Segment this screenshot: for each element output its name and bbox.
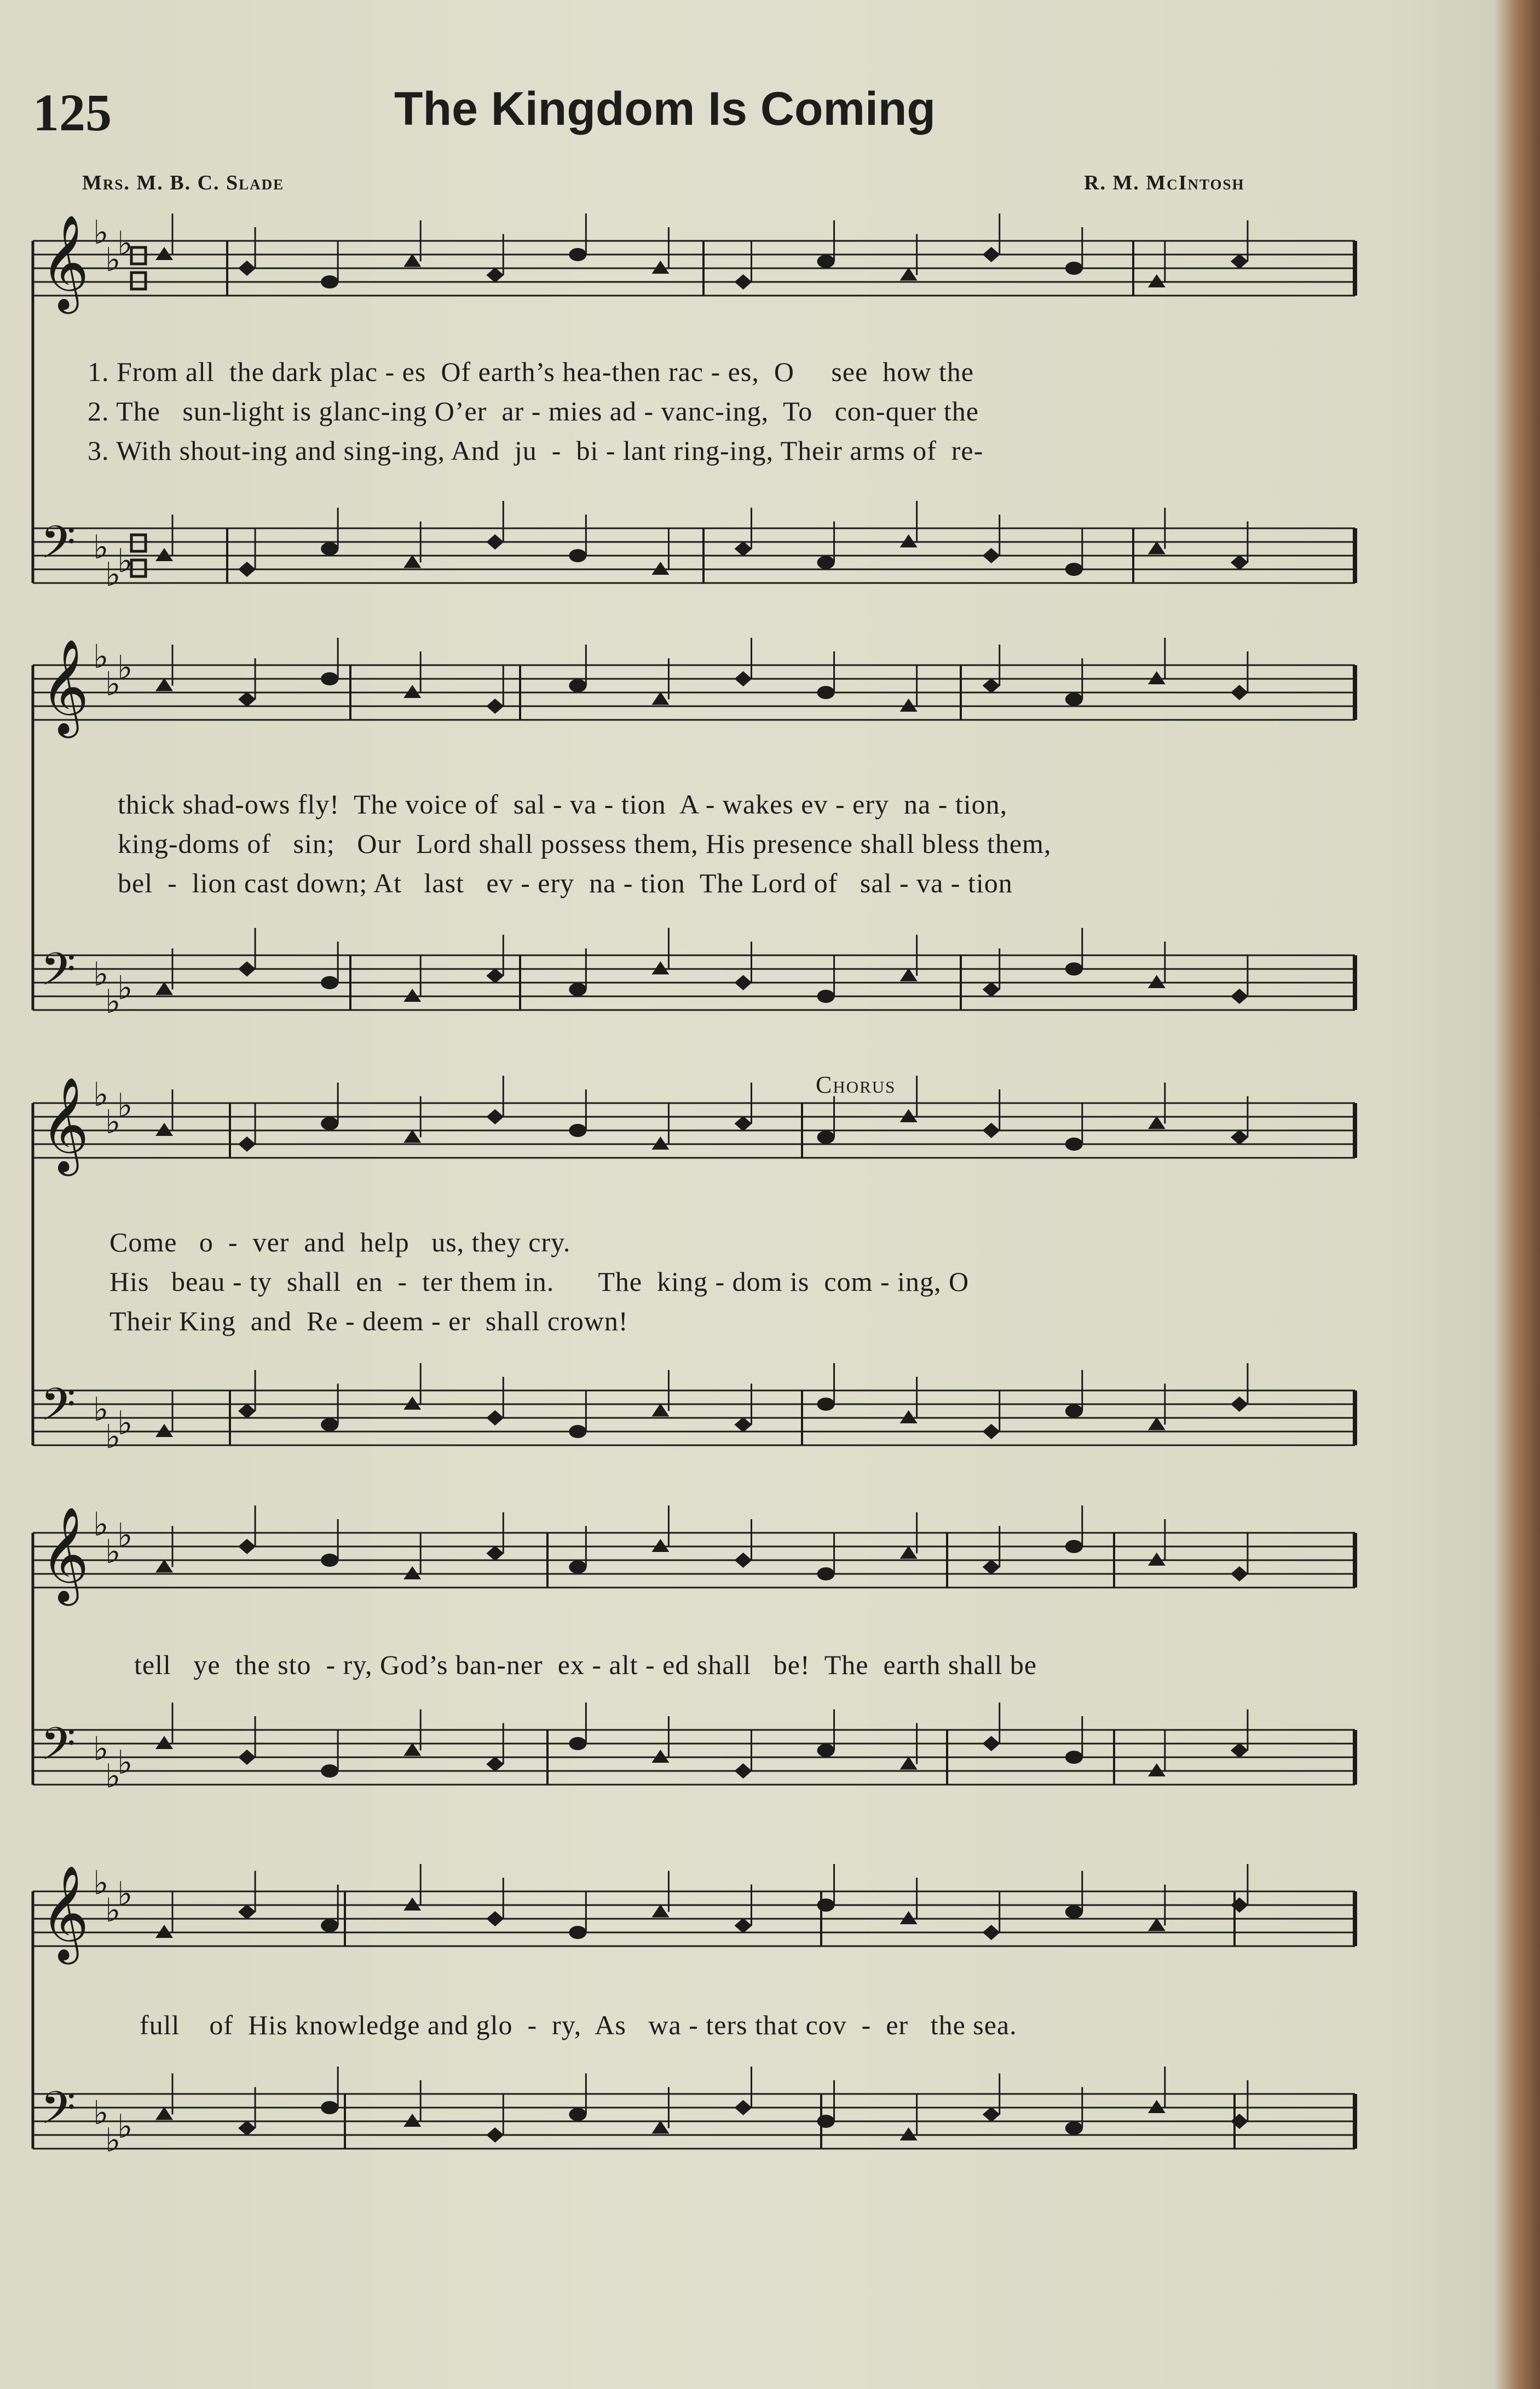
- flat-sign: ♭: [93, 213, 109, 252]
- flat-sign: ♭: [117, 2108, 133, 2146]
- flat-sign: ♭: [93, 955, 109, 994]
- note-head: [321, 1418, 338, 1432]
- flat-sign: ♭: [105, 1103, 121, 1141]
- lyric-s2-verse2: king-doms of sin; Our Lord shall possess them, His presence shall bless them,: [118, 828, 1052, 859]
- flat-sign: ♭: [117, 1404, 133, 1442]
- note-head: [900, 1911, 918, 1924]
- note-head: [1065, 1138, 1083, 1151]
- composer-credit: R. M. McIntosh: [1084, 171, 1245, 194]
- note-head: [403, 254, 421, 267]
- note-head: [238, 2121, 256, 2136]
- note-head: [651, 261, 669, 274]
- note-head: [735, 1116, 752, 1132]
- note-head: [569, 1926, 586, 1939]
- note-head: [1231, 1743, 1248, 1758]
- note-head: [1065, 563, 1083, 576]
- note-head: [238, 1404, 256, 1419]
- note-head: [983, 1424, 1000, 1439]
- note-head: [817, 990, 835, 1003]
- flat-sign: ♭: [117, 542, 133, 580]
- note-head: [817, 556, 835, 569]
- note-head: [900, 1757, 918, 1770]
- bass-clef: 𝄢: [41, 516, 76, 580]
- note-head: [238, 692, 256, 707]
- note-head: [735, 541, 752, 557]
- note-head: [1065, 693, 1083, 706]
- note-head: [569, 248, 586, 261]
- note-head: [321, 2101, 338, 2114]
- note-head: [735, 274, 752, 290]
- treble-clef: 𝄞: [41, 1507, 89, 1602]
- note-head: [1231, 1566, 1248, 1582]
- note-head: [155, 2107, 173, 2120]
- note-head: [1148, 1417, 1166, 1430]
- note-head: [983, 678, 1000, 694]
- note-head: [1065, 1751, 1083, 1764]
- note-head: [735, 1918, 752, 1934]
- note-head: [983, 247, 1000, 262]
- note-head: [155, 1925, 173, 1938]
- bass-time-signature: [131, 560, 146, 576]
- note-head: [486, 1109, 504, 1124]
- note-head: [900, 968, 918, 982]
- note-head: [983, 982, 1000, 997]
- note-head: [817, 1744, 835, 1757]
- note-head: [1231, 555, 1248, 570]
- hymn-title: The Kingdom Is Coming: [394, 83, 936, 135]
- flat-sign: ♭: [105, 1533, 121, 1571]
- bass-clef: 𝄢: [41, 2081, 76, 2145]
- note-head: [983, 548, 1000, 563]
- flat-sign: ♭: [105, 241, 121, 279]
- note-head: [155, 1424, 173, 1437]
- note-head: [238, 1750, 256, 1765]
- note-head: [403, 1397, 421, 1410]
- note-head: [983, 2107, 1000, 2122]
- note-head: [651, 1750, 669, 1763]
- note-head: [155, 678, 173, 691]
- note-head: [900, 1109, 918, 1122]
- note-head: [1065, 262, 1083, 275]
- lyric-s3-verse2: His beau - ty shall en - ter them in. The king - dom is com - ing, O: [109, 1266, 970, 1297]
- note-head: [735, 975, 752, 990]
- note-head: [735, 671, 752, 686]
- flat-sign: ♭: [93, 1730, 109, 1768]
- flat-sign: ♭: [105, 2121, 121, 2160]
- note-head: [651, 1539, 669, 1552]
- note-head: [155, 1560, 173, 1573]
- note-head: [569, 1124, 586, 1137]
- note-head: [238, 961, 256, 977]
- note-head: [1065, 1405, 1083, 1418]
- treble-clef: 𝄞: [41, 1865, 89, 1960]
- lyric-s4: tell ye the sto - ry, God’s ban-ner ex - alt - ed shall be! The earth shall be: [134, 1649, 1037, 1680]
- note-head: [651, 961, 669, 974]
- flat-sign: ♭: [93, 2094, 109, 2132]
- note-head: [1148, 274, 1166, 287]
- note-head: [651, 1404, 669, 1417]
- note-head: [817, 2115, 835, 2128]
- flat-sign: ♭: [117, 1875, 133, 1913]
- flat-sign: ♭: [93, 1864, 109, 1902]
- note-head: [486, 699, 504, 714]
- note-head: [569, 549, 586, 562]
- note-head: [900, 699, 918, 712]
- hymn-number: 125: [33, 83, 112, 142]
- treble-clef: 𝄞: [41, 1077, 89, 1172]
- note-head: [1148, 1918, 1166, 1931]
- note-head: [569, 679, 586, 693]
- note-head: [321, 976, 338, 989]
- lyric-s1-verse2: 2. The sun-light is glanc-ing O’er ar - mies ad - vanc-ing, To con-quer the: [88, 396, 979, 426]
- note-head: [486, 268, 504, 283]
- note-head: [983, 1560, 1000, 1575]
- note-head: [651, 2121, 669, 2134]
- note-head: [817, 686, 835, 699]
- note-head: [403, 555, 421, 568]
- flat-sign: ♭: [117, 1087, 133, 1125]
- note-head: [403, 1566, 421, 1579]
- note-head: [1231, 1897, 1248, 1913]
- bass-clef: 𝄢: [41, 1717, 76, 1781]
- note-head: [983, 1123, 1000, 1138]
- note-head: [1065, 1540, 1083, 1553]
- note-head: [1231, 2114, 1248, 2129]
- note-head: [569, 983, 586, 996]
- lyric-s2-verse1: thick shad-ows fly! The voice of sal - va - tion A - wakes ev - ery na - tion,: [118, 789, 1008, 820]
- flat-sign: ♭: [105, 1418, 121, 1456]
- note-head: [569, 1425, 586, 1438]
- note-head: [238, 1136, 256, 1152]
- flat-sign: ♭: [105, 1891, 121, 1930]
- note-head: [1065, 962, 1083, 976]
- flat-sign: ♭: [117, 224, 133, 263]
- note-head: [403, 1130, 421, 1143]
- note-head: [403, 685, 421, 698]
- note-head: [238, 1905, 256, 1920]
- flat-sign: ♭: [117, 969, 133, 1007]
- note-head: [155, 1736, 173, 1749]
- note-head: [1231, 685, 1248, 700]
- note-head: [321, 1554, 338, 1567]
- note-head: [155, 982, 173, 995]
- note-head: [1148, 975, 1166, 988]
- flat-sign: ♭: [105, 665, 121, 703]
- note-head: [486, 968, 504, 984]
- note-head: [1065, 1906, 1083, 1919]
- note-head: [651, 692, 669, 705]
- note-head: [735, 1763, 752, 1779]
- flat-sign: ♭: [117, 1744, 133, 1782]
- note-head: [1148, 541, 1166, 555]
- note-head: [486, 1546, 504, 1561]
- note-head: [321, 543, 338, 556]
- note-head: [155, 1123, 173, 1136]
- note-head: [735, 1553, 752, 1568]
- note-head: [651, 1136, 669, 1150]
- treble-clef: 𝄞: [41, 215, 89, 310]
- note-head: [1148, 1763, 1166, 1776]
- note-head: [1231, 989, 1248, 1004]
- note-head: [486, 1757, 504, 1772]
- lyric-s3-verse3: Their King and Re - deem - er shall crown!: [109, 1306, 628, 1336]
- note-head: [1065, 2122, 1083, 2135]
- flat-sign: ♭: [93, 528, 109, 567]
- note-head: [403, 1897, 421, 1911]
- note-head: [1231, 254, 1248, 269]
- note-head: [735, 2100, 752, 2115]
- flat-sign: ♭: [93, 1076, 109, 1114]
- lyric-s3-verse1: Come o - ver and help us, they cry.: [109, 1227, 571, 1257]
- note-head: [1231, 1397, 1248, 1412]
- note-head: [238, 261, 256, 276]
- treble-clef: 𝄞: [41, 639, 89, 734]
- note-head: [1148, 671, 1166, 684]
- note-head: [486, 1911, 504, 1926]
- lyric-s2-verse3: bel - lion cast down; At last ev - ery na - tion The Lord of sal - va - tion: [118, 868, 1013, 898]
- flat-sign: ♭: [105, 556, 121, 594]
- note-head: [651, 1905, 669, 1918]
- note-head: [238, 1539, 256, 1554]
- note-head: [817, 255, 835, 268]
- note-head: [651, 562, 669, 575]
- note-head: [735, 1417, 752, 1433]
- flat-sign: ♭: [105, 1757, 121, 1796]
- note-head: [321, 1764, 338, 1778]
- note-head: [900, 534, 918, 547]
- flat-sign: ♭: [93, 1390, 109, 1429]
- note-head: [321, 672, 338, 685]
- note-head: [983, 1736, 1000, 1751]
- treble-time-signature: [131, 273, 146, 289]
- note-head: [1148, 2100, 1166, 2113]
- bass-clef: 𝄢: [41, 1378, 76, 1442]
- lyric-s5: full of His knowledge and glo - ry, As wa - ters that cov - er the sea.: [140, 2010, 1017, 2040]
- lyricist-credit: Mrs. M. B. C. Slade: [82, 171, 285, 194]
- note-head: [900, 2127, 918, 2140]
- chorus-label: Chorus: [816, 1071, 896, 1098]
- note-head: [403, 2114, 421, 2127]
- note-head: [1148, 1116, 1166, 1129]
- lyric-s1-verse1: 1. From all the dark plac - es Of earth’s hea-then rac - es, O see how the: [88, 356, 974, 387]
- note-head: [817, 1567, 835, 1580]
- note-head: [569, 1561, 586, 1574]
- note-head: [983, 1925, 1000, 1940]
- note-head: [1231, 1130, 1248, 1145]
- note-head: [817, 1131, 835, 1144]
- flat-sign: ♭: [105, 983, 121, 1021]
- note-head: [817, 1398, 835, 1411]
- note-head: [403, 1743, 421, 1756]
- flat-sign: ♭: [93, 638, 109, 676]
- note-head: [486, 534, 504, 550]
- note-head: [900, 1410, 918, 1423]
- note-head: [1148, 1553, 1166, 1566]
- note-head: [155, 548, 173, 561]
- note-head: [321, 275, 338, 288]
- lyric-s1-verse3: 3. With shout-ing and sing-ing, And ju - bi - lant ring-ing, Their arms of re-: [88, 435, 984, 466]
- note-head: [817, 1898, 835, 1912]
- note-head: [486, 2127, 504, 2143]
- note-head: [321, 1919, 338, 1932]
- bass-time-signature: [131, 535, 146, 551]
- flat-sign: ♭: [117, 649, 133, 687]
- note-head: [569, 1737, 586, 1750]
- note-head: [486, 1410, 504, 1426]
- bass-clef: 𝄢: [41, 943, 76, 1007]
- note-head: [321, 1117, 338, 1130]
- treble-time-signature: [131, 247, 146, 264]
- note-head: [403, 989, 421, 1002]
- flat-sign: ♭: [93, 1505, 109, 1544]
- note-head: [238, 562, 256, 577]
- note-head: [900, 1546, 918, 1559]
- note-head: [155, 247, 173, 260]
- note-head: [569, 2108, 586, 2121]
- note-head: [900, 268, 918, 281]
- flat-sign: ♭: [117, 1516, 133, 1555]
